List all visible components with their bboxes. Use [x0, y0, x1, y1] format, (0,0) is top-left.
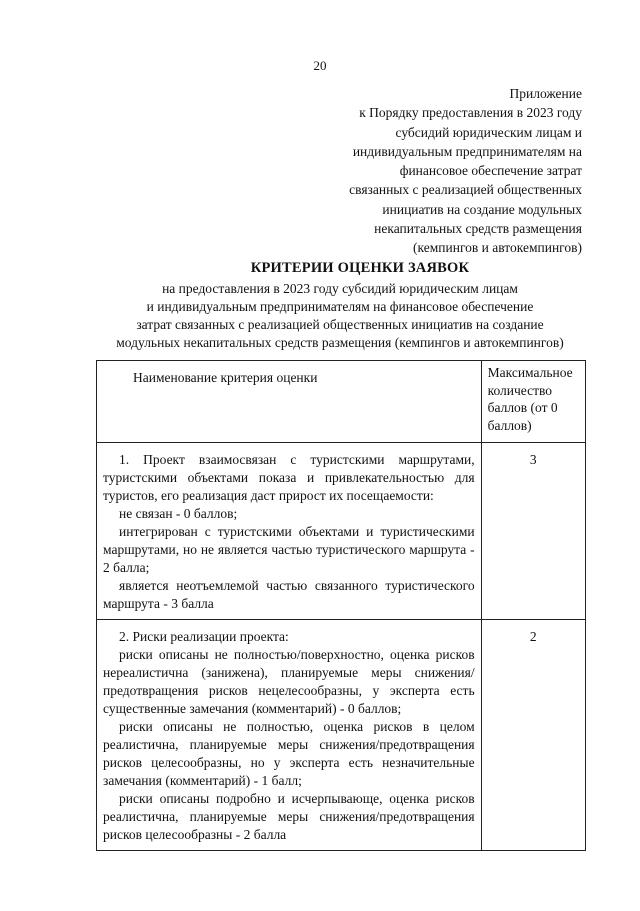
criterion-title: 1. Проект взаимосвязан с туристскими маршрутами, туристскими объектами показа и привлекательностью для туристов, его реализация даст прирост их посещаемости:	[103, 452, 475, 503]
header-max-score: Максимальное количество баллов (от 0 баллов)	[481, 361, 585, 443]
document-subtitle	[90, 280, 590, 352]
criteria-table	[96, 360, 586, 851]
subtitle-line: затрат связанных с реализацией общественных инициатив на создание	[136, 317, 544, 332]
appendix-line: к Порядку предоставления в 2023 году	[359, 105, 582, 121]
criterion-option: интегрирован с туристскими объектами и туристическими маршрутами, но не является частью туристического маршрута - 2 балла;	[103, 524, 475, 575]
appendix-line: финансовое обеспечение затрат	[399, 163, 582, 179]
appendix-line: инициатив на создание модульных	[382, 201, 582, 217]
document-title: КРИТЕРИИ ОЦЕНКИ ЗАЯВОК	[250, 260, 470, 276]
criterion-option: риски описаны не полностью, оценка рисков в целом реалистична, планируемые меры снижения/предотвращения рисков целесообразны, но у эксперта есть незначительные замечания (комментарий) - 1 балл;	[103, 719, 475, 788]
criterion-cell	[97, 443, 482, 620]
appendix-line: индивидуальным предпринимателям на	[352, 143, 582, 159]
table-row	[97, 620, 586, 851]
max-score-cell: 3	[481, 443, 585, 620]
appendix-line: Приложение	[509, 86, 582, 101]
header-criterion: Наименование критерия оценки	[97, 361, 482, 443]
max-score-cell: 2	[481, 620, 585, 851]
appendix-line: (кемпингов и автокемпингов)	[413, 240, 582, 256]
appendix-line: некапитальных средств размещения	[374, 221, 582, 237]
appendix-line: связанных с реализацией общественных	[349, 182, 582, 198]
page-number: 20	[313, 58, 327, 73]
table-header-row	[97, 361, 586, 443]
subtitle-line: на предоставления в 2023 году субсидий юридическим лицам	[162, 281, 518, 296]
appendix-block	[282, 84, 582, 258]
subtitle-line: и индивидуальным предпринимателям на финансовое обеспечение	[146, 299, 534, 314]
table-row	[97, 443, 586, 620]
criterion-title: 2. Риски реализации проекта:	[119, 629, 289, 644]
criterion-option: риски описаны не полностью/поверхностно, оценка рисков нереалистична (занижена), планируемые меры снижения/предотвращения рисков нецелесообразны, у эксперта есть существенные замечания (комментарий) - 0 баллов;	[103, 647, 475, 716]
appendix-line: субсидий юридическим лицам и	[395, 124, 582, 140]
criterion-cell	[97, 620, 482, 851]
criterion-option: риски описаны подробно и исчерпывающе, оценка рисков реалистична, планируемые меры снижения/предотвращения рисков целесообразны - 2 балла	[103, 791, 475, 842]
subtitle-line: модульных некапитальных средств размещения (кемпингов и автокемпингов)	[116, 335, 564, 350]
criterion-option: не связан - 0 баллов;	[119, 506, 238, 521]
criterion-option: является неотъемлемой частью связанного туристического маршрута - 3 балла	[103, 578, 475, 611]
